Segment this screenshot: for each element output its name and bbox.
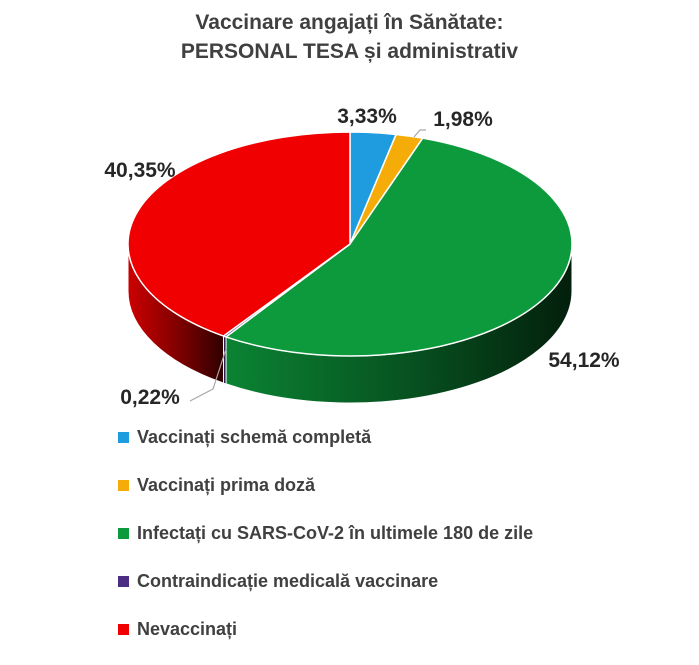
legend-swatch-red-icon (118, 624, 129, 635)
legend-item (118, 521, 533, 545)
data-label: 0,22% (120, 386, 180, 409)
legend-item (118, 569, 533, 593)
legend-label: Nevaccinați (137, 618, 238, 639)
data-label: 54,12% (548, 349, 620, 372)
legend-swatch-purple-icon (118, 576, 129, 587)
legend-label: Contraindicație medicală vaccinare (137, 570, 439, 591)
chart-title-line-1: Vaccinare angajați în Sănătate: (195, 11, 504, 34)
legend-item (118, 473, 533, 497)
legend-item (118, 425, 533, 449)
legend-label: Vaccinați schemă completă (137, 426, 372, 447)
chart-legend (118, 425, 533, 665)
data-label: 1,98% (433, 108, 493, 131)
data-label: 3,33% (337, 105, 397, 128)
data-label: 40,35% (104, 159, 176, 182)
chart-title (0, 8, 699, 66)
leader-line (414, 130, 426, 137)
legend-label: Infectați cu SARS-CoV-2 în ultimele 180 de zile (137, 522, 534, 543)
legend-label: Vaccinați prima doză (137, 474, 316, 495)
legend-swatch-orange-icon (118, 480, 129, 491)
legend-swatch-blue-icon (118, 432, 129, 443)
legend-swatch-green-icon (118, 528, 129, 539)
legend-item (118, 617, 533, 641)
chart-title-line-2: PERSONAL TESA și administrativ (180, 40, 519, 63)
